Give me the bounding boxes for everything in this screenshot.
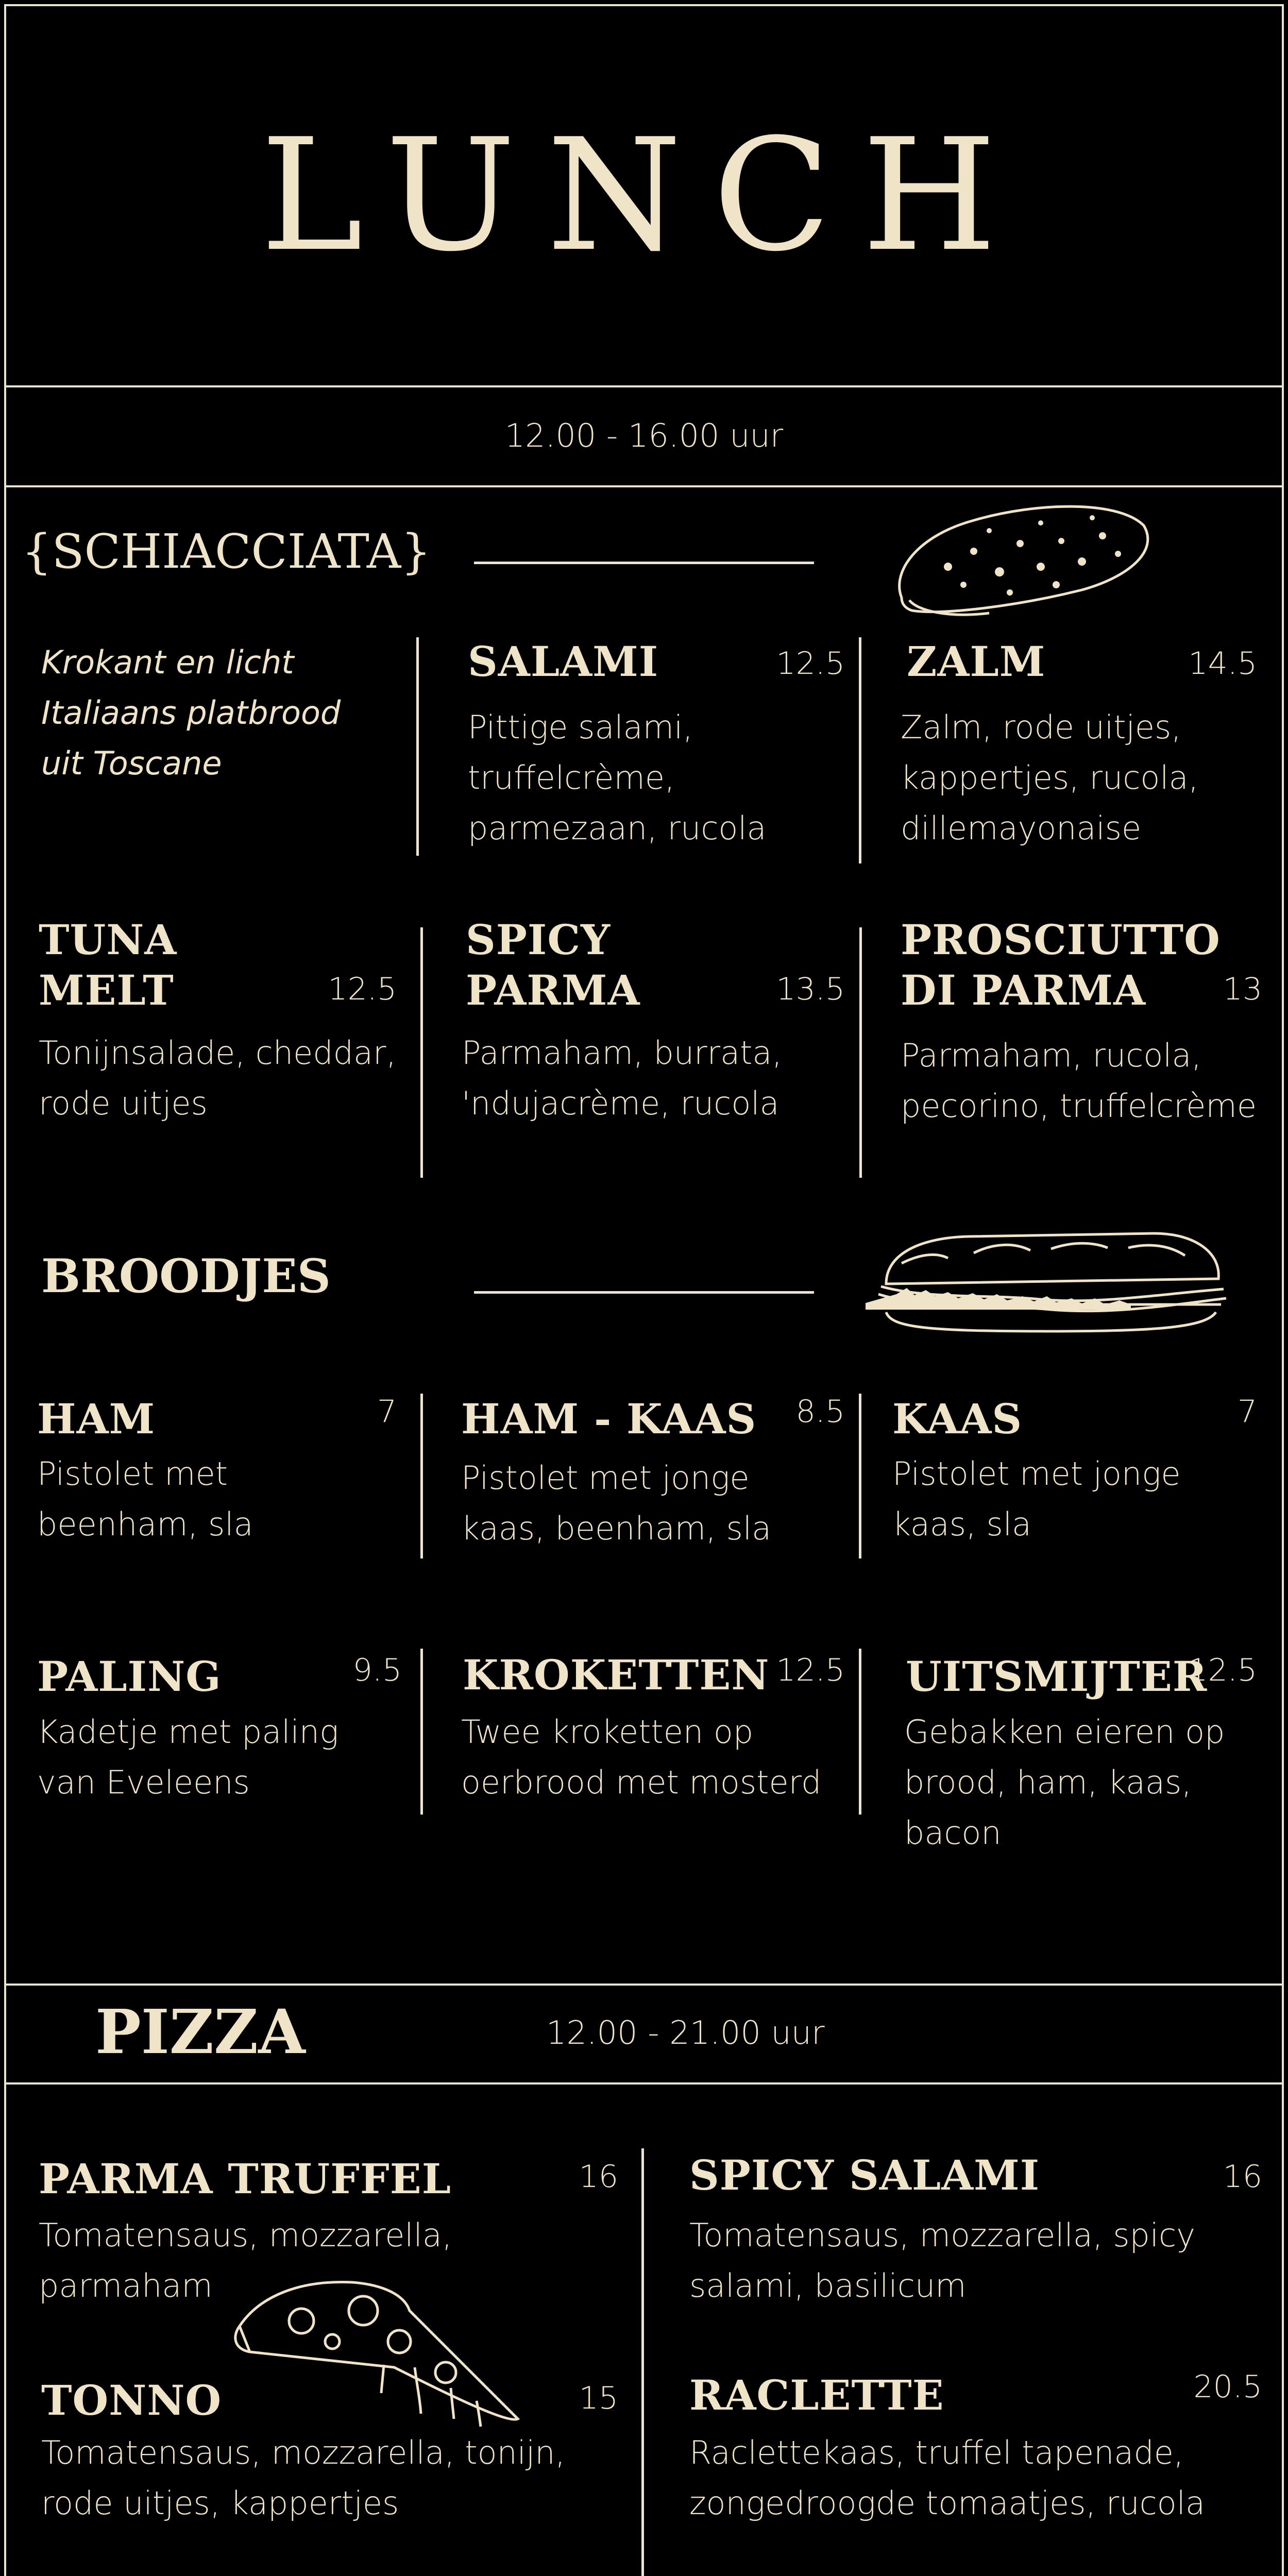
section-heading-broodjes: BROODJES <box>41 1249 331 1303</box>
item-name-kroketten: KROKETTEN <box>463 1651 770 1699</box>
item-name-uitsmijter: UITSMIJTER <box>906 1652 1208 1701</box>
item-price-salami: 12.5 <box>776 646 845 682</box>
item-price-raclette: 20.5 <box>1193 2369 1262 2405</box>
item-name-salami: SALAMI <box>468 637 659 686</box>
item-name-zalm: ZALM <box>907 637 1046 686</box>
item-desc-parma-truffel: Tomatensaus, mozzarella, parmaham <box>39 2216 452 2304</box>
divider-pizza-bottom <box>4 2082 1284 2084</box>
item-name-spicy-parma: SPICY PARMA <box>466 916 640 1014</box>
item-price-tuna-melt: 12.5 <box>328 971 397 1007</box>
item-desc-prosciutto-di-parma: Parmaham, rucola, pecorino, truffelcrème <box>901 1037 1257 1125</box>
section-heading-schiacciata: {SCHIACCIATA} <box>22 524 431 579</box>
item-price-prosciutto-di-parma: 13 <box>1223 971 1262 1007</box>
item-price-spicy-salami: 16 <box>1223 2159 1262 2195</box>
item-name-spicy-salami: SPICY SALAMI <box>689 2151 1040 2199</box>
item-desc-ham-kaas: Pistolet met jonge kaas, beenham, sla <box>461 1459 772 1547</box>
sandwich-icon <box>866 1222 1231 1341</box>
item-desc-ham: Pistolet met beenham, sla <box>37 1455 253 1543</box>
item-price-tonno: 15 <box>579 2380 618 2416</box>
item-price-paling: 9.5 <box>352 1652 402 1688</box>
item-price-uitsmijter: 12.5 <box>1188 1652 1257 1688</box>
pizza-hours: 12.00 - 21.00 uur <box>546 2014 825 2052</box>
item-desc-raclette: Raclettekaas, truffel tapenade, zongedroogde tomaatjes, rucola <box>689 2434 1205 2522</box>
item-desc-tuna-melt: Tonijnsalade, cheddar, rode uitjes <box>39 1034 397 1122</box>
section-heading-pizza: PIZZA <box>95 1996 306 2067</box>
item-price-zalm: 14.5 <box>1188 646 1257 682</box>
item-price-spicy-parma: 13.5 <box>776 971 845 1007</box>
item-price-parma-truffel: 16 <box>579 2159 618 2195</box>
item-name-kaas: KAAS <box>892 1395 1023 1443</box>
item-desc-salami: Pittige salami, truffelcrème, parmezaan, rucola <box>468 708 767 847</box>
section-rule-schiacciata <box>474 562 814 564</box>
schiacciata-intro: Krokant en licht Italiaans platbrood uit Toscane <box>41 643 341 782</box>
item-name-ham-kaas: HAM - KAAS <box>461 1395 757 1443</box>
item-price-kaas: 7 <box>1237 1394 1257 1430</box>
item-name-tonno: TONNO <box>41 2376 222 2425</box>
divider-pizza-top <box>4 1984 1284 1986</box>
item-price-ham: 7 <box>377 1394 397 1430</box>
column-divider <box>420 1649 423 1815</box>
page-title: LUNCH <box>260 106 1028 285</box>
item-price-kroketten: 12.5 <box>776 1652 845 1688</box>
item-desc-spicy-salami: Tomatensaus, mozzarella, spicy salami, basilicum <box>689 2216 1195 2304</box>
column-divider <box>641 2148 644 2576</box>
section-rule-broodjes <box>474 1291 814 1294</box>
item-desc-tonno: Tomatensaus, mozzarella, tonijn, rode uitjes, kappertjes <box>41 2434 566 2522</box>
bread-icon <box>886 495 1154 623</box>
column-divider <box>859 927 862 1178</box>
item-name-parma-truffel: PARMA TRUFFEL <box>39 2155 451 2203</box>
item-name-prosciutto-di-parma: PROSCIUTTO DI PARMA <box>901 916 1221 1014</box>
item-name-tuna-melt: TUNA MELT <box>39 916 177 1014</box>
item-desc-paling: Kadetje met paling van Eveleens <box>37 1713 339 1801</box>
item-desc-zalm: Zalm, rode uitjes, kappertjes, rucola, dillemayonaise <box>901 708 1199 847</box>
pizza-slice-icon <box>229 2264 533 2434</box>
item-desc-uitsmijter: Gebakken eieren op brood, ham, kaas, bacon <box>904 1713 1225 1852</box>
divider-title-bottom <box>4 385 1284 387</box>
item-name-raclette: RACLETTE <box>689 2371 944 2419</box>
column-divider <box>416 637 419 856</box>
item-desc-kroketten: Twee kroketten op oerbrood met mosterd <box>461 1713 822 1801</box>
column-divider <box>859 637 861 863</box>
column-divider <box>420 927 423 1178</box>
item-name-ham: HAM <box>37 1395 156 1443</box>
item-desc-spicy-parma: Parmaham, burrata, 'ndujacrème, rucola <box>462 1034 783 1122</box>
column-divider <box>859 1394 861 1558</box>
item-name-paling: PALING <box>37 1652 222 1701</box>
divider-hours-bottom <box>4 485 1284 487</box>
lunch-hours: 12.00 - 16.00 uur <box>504 417 784 454</box>
item-price-ham-kaas: 8.5 <box>795 1394 845 1430</box>
column-divider <box>859 1649 861 1815</box>
item-desc-kaas: Pistolet met jonge kaas, sla <box>892 1455 1181 1543</box>
column-divider <box>420 1394 423 1558</box>
